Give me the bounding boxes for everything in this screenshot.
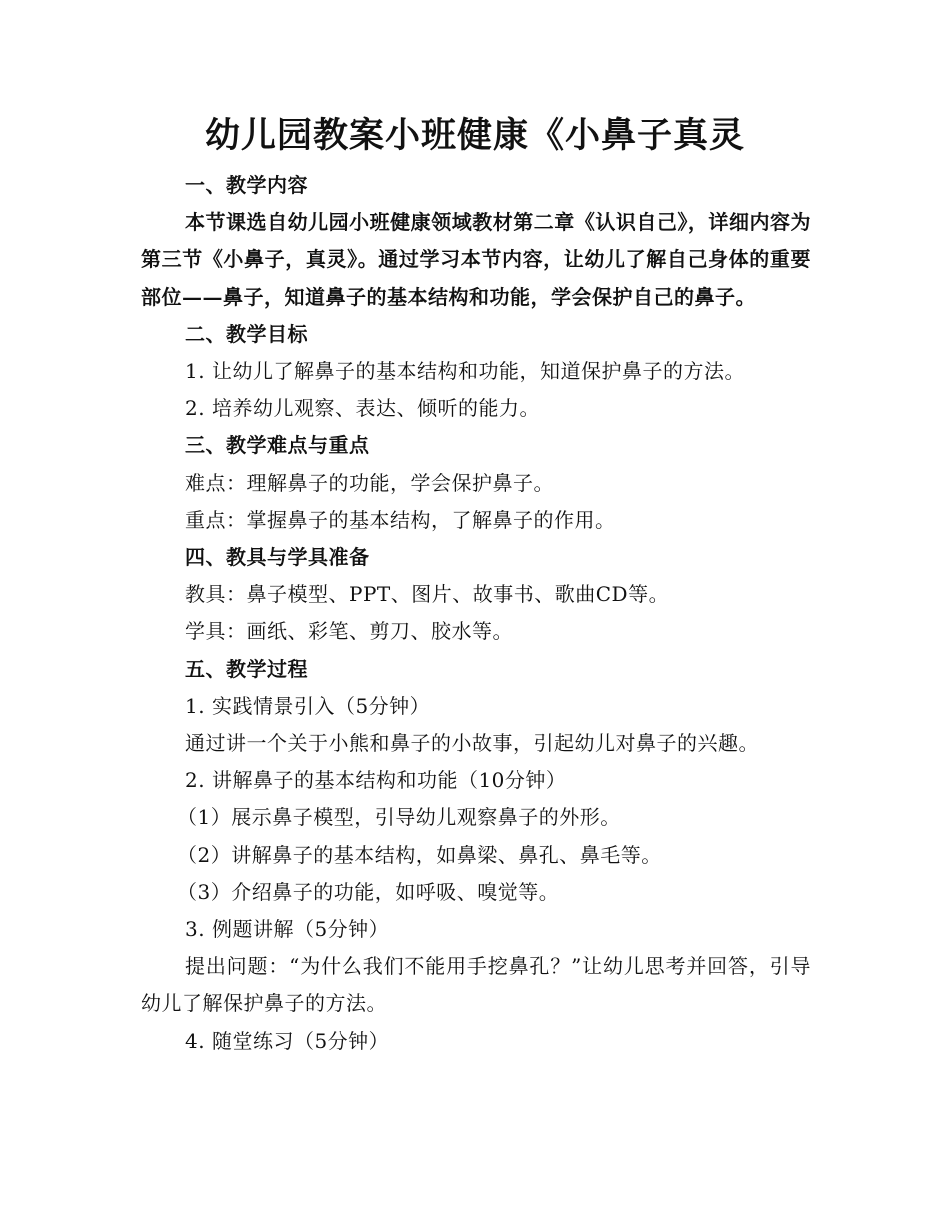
process-step-1: 1. 实践情景引入（5分钟）	[185, 693, 431, 718]
document-title: 幼儿园教案小班健康《小鼻子真灵	[204, 115, 745, 156]
section-heading-materials: 四、教具与学具准备	[185, 545, 370, 570]
section-heading-process: 五、教学过程	[185, 656, 308, 681]
goal-item-2: 2. 培养幼儿观察、表达、倾听的能力。	[185, 396, 540, 421]
learning-aids-item: 学具：画纸、彩笔、剪刀、胶水等。	[185, 619, 513, 644]
process-step-3-text: 提出问题：“为什么我们不能用手挖鼻孔？”让幼儿思考并回答，引导幼儿了解保护鼻子的方法。	[141, 954, 811, 1016]
key-point-item: 重点：掌握鼻子的基本结构，了解鼻子的作用。	[185, 507, 616, 532]
goal-item-1: 1. 让幼儿了解鼻子的基本结构和功能，知道保护鼻子的方法。	[185, 359, 745, 384]
process-step-2-item-3: （3）介绍鼻子的功能，如呼吸、嗅觉等。	[177, 879, 560, 904]
section-heading-teaching-content: 一、教学内容	[185, 173, 308, 197]
process-step-4: 4. 随堂练习（5分钟）	[185, 1028, 390, 1053]
section-heading-difficulties: 三、教学难点与重点	[185, 433, 370, 458]
process-step-2: 2. 讲解鼻子的基本结构和功能（10分钟）	[185, 768, 567, 793]
section-heading-teaching-goals: 二、教学目标	[185, 321, 308, 346]
process-step-2-item-1: （1）展示鼻子模型，引导幼儿观察鼻子的外形。	[177, 805, 621, 830]
process-step-2-item-2: （2）讲解鼻子的基本结构，如鼻梁、鼻孔、鼻毛等。	[177, 842, 662, 867]
document-body	[141, 167, 811, 1060]
teaching-content-paragraph: 本节课选自幼儿园小班健康领域教材第二章《认识自己》，详细内容为第三节《小鼻子，真灵》。通过学习本节内容，让幼儿了解自己身体的重要部位——鼻子，知道鼻子的基本结构和功能，学会保护自己的鼻子。	[141, 210, 811, 309]
difficulty-item: 难点：理解鼻子的功能，学会保护鼻子。	[185, 470, 554, 495]
teaching-aids-item: 教具：鼻子模型、PPT、图片、故事书、歌曲CD等。	[185, 582, 670, 607]
process-step-3: 3. 例题讲解（5分钟）	[185, 917, 390, 942]
process-step-1-text: 通过讲一个关于小熊和鼻子的小故事，引起幼儿对鼻子的兴趣。	[185, 731, 759, 756]
